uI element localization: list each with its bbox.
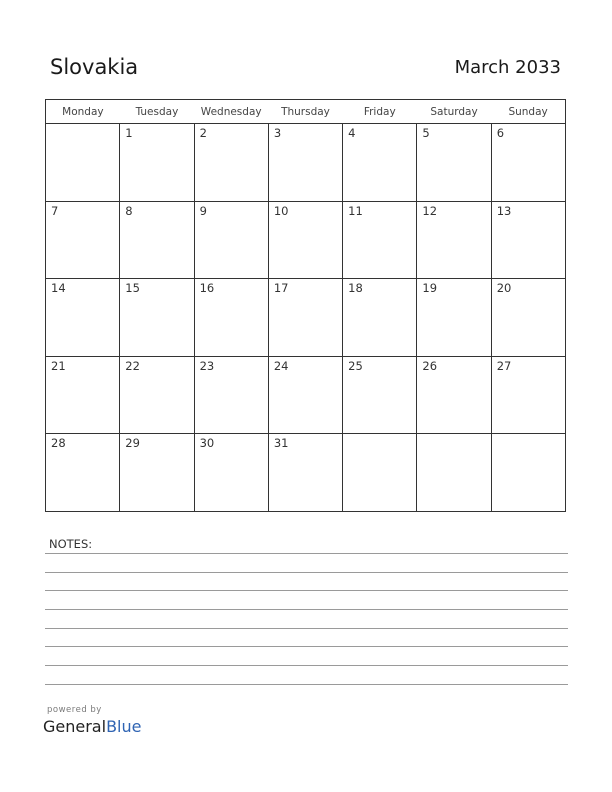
note-line [45, 590, 568, 591]
day-cell [268, 279, 342, 357]
day-cell [491, 434, 565, 512]
day-number: 7 [51, 203, 59, 218]
day-number: 12 [422, 203, 438, 218]
day-cell [491, 201, 565, 279]
day-cell [343, 201, 417, 279]
day-number: 10 [273, 203, 289, 218]
day-number: 9 [199, 203, 207, 218]
day-number [343, 434, 416, 436]
day-cell [343, 434, 417, 512]
logo-word-general: General [43, 717, 107, 736]
day-cell [268, 434, 342, 512]
day-number: 24 [273, 358, 289, 373]
day-number: 2 [199, 126, 207, 140]
day-cell [343, 356, 417, 434]
weekday-header: Friday [343, 100, 417, 124]
week-row [46, 434, 566, 512]
weekday-header: Monday [46, 100, 120, 124]
day-number: 11 [348, 203, 363, 218]
notes-label: NOTES: [49, 537, 93, 551]
day-number: 30 [199, 436, 215, 451]
day-number: 17 [273, 281, 289, 296]
day-cell [46, 124, 120, 202]
day-number: 4 [348, 126, 356, 140]
note-line [45, 572, 568, 573]
day-cell [343, 279, 417, 357]
day-number: 1 [125, 126, 133, 140]
day-number: 8 [125, 203, 133, 218]
day-cell [268, 201, 342, 279]
weekday-header-row [46, 100, 566, 124]
day-cell [491, 356, 565, 434]
day-cell [417, 124, 491, 202]
note-line [45, 553, 568, 554]
day-number: 20 [496, 281, 512, 296]
day-number: 25 [348, 358, 363, 373]
day-cell [491, 124, 565, 202]
day-number [46, 124, 119, 126]
day-cell [194, 356, 268, 434]
day-number: 14 [51, 281, 66, 296]
note-line [45, 628, 568, 629]
day-cell [491, 279, 565, 357]
day-number: 18 [348, 281, 363, 296]
day-cell [120, 356, 194, 434]
day-cell [343, 124, 417, 202]
day-number: 5 [422, 126, 430, 140]
calendar-grid [45, 99, 566, 512]
day-number: 3 [273, 126, 282, 140]
week-row [46, 124, 566, 202]
weekday-header: Tuesday [120, 100, 194, 124]
weekday-header: Wednesday [194, 100, 268, 124]
day-cell [268, 124, 342, 202]
day-cell [120, 434, 194, 512]
note-line [45, 684, 568, 685]
week-row [46, 356, 566, 434]
day-number: 23 [199, 358, 215, 373]
day-number: 31 [273, 436, 289, 451]
day-number: 19 [422, 281, 438, 296]
day-cell [46, 356, 120, 434]
day-cell [194, 124, 268, 202]
day-number: 22 [125, 358, 140, 373]
day-cell [417, 434, 491, 512]
note-line [45, 609, 568, 610]
day-cell [46, 279, 120, 357]
weekday-header: Saturday [417, 100, 491, 124]
day-cell [417, 201, 491, 279]
week-row [46, 279, 566, 357]
day-cell [120, 124, 194, 202]
note-line [45, 646, 568, 647]
day-number: 6 [496, 126, 505, 140]
day-number: 16 [199, 281, 215, 296]
day-cell [120, 279, 194, 357]
day-number: 21 [51, 358, 66, 373]
month-year-title: March 2033 [454, 57, 561, 78]
day-number [417, 434, 490, 436]
day-number: 26 [422, 358, 438, 373]
logo-word-blue: Blue [106, 717, 142, 736]
day-cell [194, 434, 268, 512]
day-cell [268, 356, 342, 434]
day-number: 13 [496, 203, 512, 218]
day-number: 15 [125, 281, 140, 296]
day-cell [46, 201, 120, 279]
week-row [46, 201, 566, 279]
powered-by-text: powered by [47, 705, 102, 715]
weekday-header: Sunday [491, 100, 565, 124]
day-cell [46, 434, 120, 512]
day-number [492, 434, 565, 436]
day-cell [417, 356, 491, 434]
day-cell [194, 279, 268, 357]
note-line [45, 665, 568, 666]
generalblue-logo [43, 717, 141, 736]
day-cell [194, 201, 268, 279]
weekday-header: Thursday [268, 100, 342, 124]
country-title: Slovakia [50, 55, 139, 79]
day-number: 28 [51, 436, 66, 451]
day-cell [120, 201, 194, 279]
day-number: 27 [496, 358, 512, 373]
day-cell [417, 279, 491, 357]
day-number: 29 [125, 436, 140, 451]
